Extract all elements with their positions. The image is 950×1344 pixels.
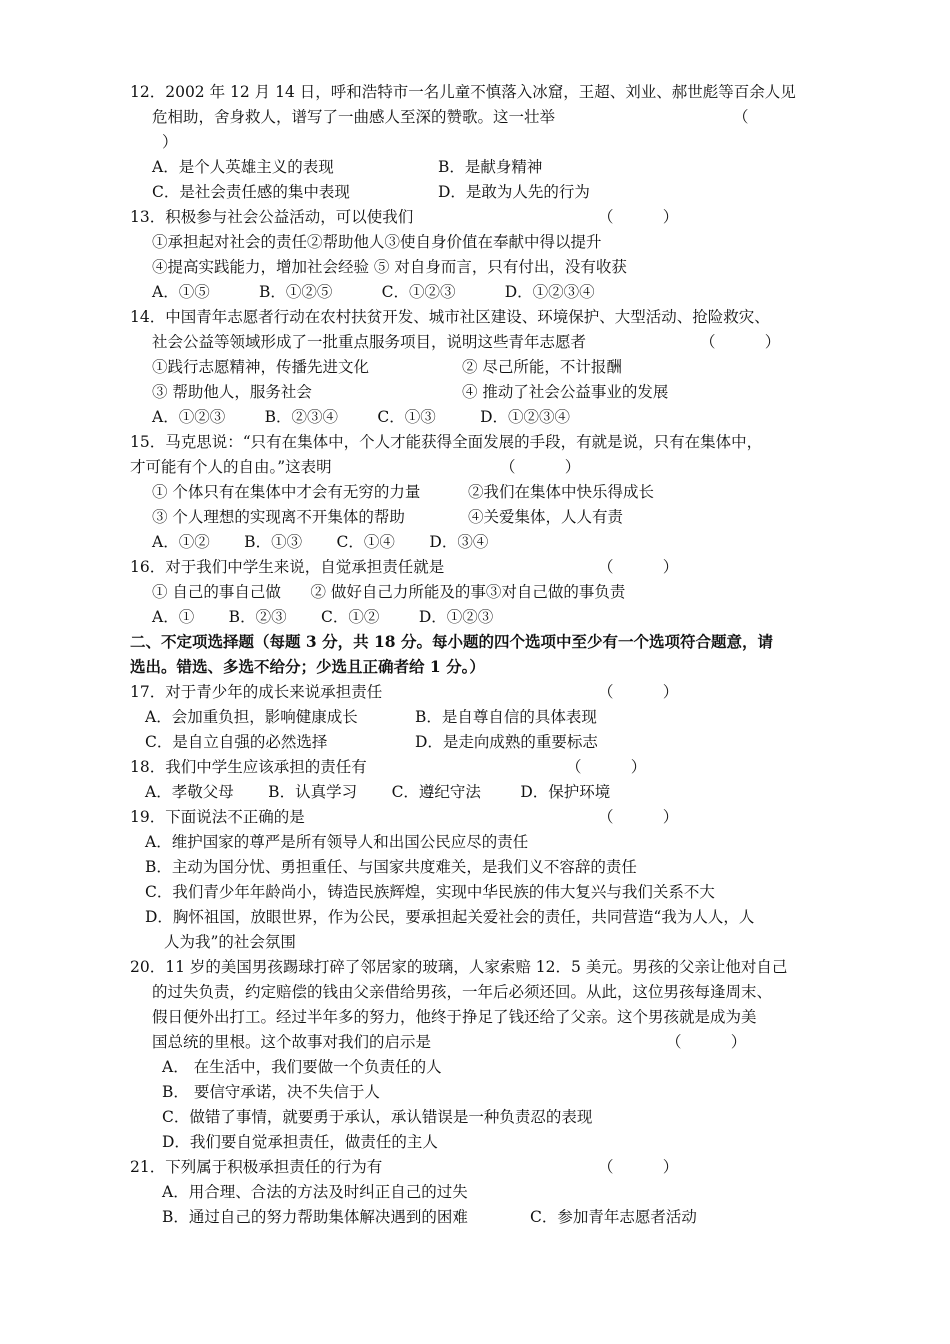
- q20-line1: 20．11 岁的美国男孩踢球打碎了邻居家的玻璃，人家索赔 12．5 美元。男孩的父亲让他对自己: [130, 958, 788, 976]
- q14-line1: 14．中国青年志愿者行动在农村扶贫开发、城市社区建设、环境保护、大型活动、抢险救灾、: [130, 308, 770, 326]
- q20-line3: 假日便外出打工。经过半年多的努力，他终于挣足了钱还给了父亲。这个男孩就是成为美: [152, 1008, 757, 1026]
- section-2-heading-line2: 选出。错选、多选不给分；少选且正确者给 1 分。）: [130, 657, 485, 676]
- q15-line1: 15．马克思说：“只有在集体中，个人才能获得全面发展的手段，有就是说，只有在集体中，: [130, 433, 763, 451]
- q20-option-b: B． 要信守承诺，决不失信于人: [162, 1083, 380, 1101]
- q21-option-a: A．用合理、合法的方法及时纠正自己的过失: [162, 1183, 468, 1201]
- q18-stem: 18．我们中学生应该承担的责任有: [130, 758, 367, 776]
- q20-option-a: A． 在生活中，我们要做一个负责任的人: [162, 1058, 442, 1076]
- q17-option-c: C．是自立自强的必然选择: [145, 733, 328, 751]
- q14-item-2: ② 尽己所能，不计报酬: [462, 358, 622, 376]
- q20-line4: 国总统的里根。这个故事对我们的启示是: [152, 1033, 432, 1051]
- q19-answer-paren: （ ）: [598, 808, 679, 826]
- q19-option-d-line2: 人为我”的社会氛围: [164, 933, 296, 951]
- q14-item-4: ④ 推动了社会公益事业的发展: [462, 383, 669, 401]
- q12-option-d: D．是敢为人先的行为: [438, 183, 590, 201]
- q20-option-d: D．我们要自觉承担责任，做责任的主人: [162, 1133, 438, 1151]
- q13-item-line1: ①承担起对社会的责任②帮助他人③使自身价值在奉献中得以提升: [152, 233, 602, 251]
- q12-option-c: C．是社会责任感的集中表现: [152, 183, 350, 201]
- q21-option-b: B．通过自己的努力帮助集体解决遇到的困难: [162, 1208, 468, 1226]
- q17-option-a: A．会加重负担，影响健康成长: [145, 708, 358, 726]
- q14-options: A．①②③ B．②③④ C．①③ D．①②③④: [152, 408, 571, 426]
- q19-stem: 19．下面说法不正确的是: [130, 808, 305, 826]
- q17-option-d: D．是走向成熟的重要标志: [415, 733, 598, 751]
- q15-item-2: ②我们在集体中快乐得成长: [468, 483, 655, 501]
- q17-stem: 17．对于青少年的成长来说承担责任: [130, 683, 383, 701]
- q12-option-a: A．是个人英雄主义的表现: [152, 158, 334, 176]
- q13-options: A．①⑤ B．①②⑤ C．①②③ D．①②③④: [152, 283, 595, 301]
- q18-answer-paren: （ ）: [566, 758, 647, 776]
- q14-line2: 社会公益等领域形成了一批重点服务项目，说明这些青年志愿者: [152, 333, 587, 351]
- q17-option-b: B．是自尊自信的具体表现: [415, 708, 597, 726]
- q14-item-3: ③ 帮助他人，服务社会: [152, 383, 312, 401]
- q12-option-b: B．是献身精神: [438, 158, 543, 176]
- q21-answer-paren: （ ）: [598, 1158, 679, 1176]
- q15-answer-paren: （ ）: [500, 458, 581, 476]
- q16-options: A．① B．②③ C．①② D．①②③: [152, 608, 494, 626]
- q20-line2: 的过失负责，约定赔偿的钱由父亲借给男孩，一年后必须还回。从此，这位男孩每逢周末、: [152, 983, 773, 1001]
- q14-answer-paren: （ ）: [700, 333, 781, 351]
- q19-option-c: C．我们青少年年龄尚小，铸造民族辉煌，实现中华民族的伟大复兴与我们关系不大: [145, 883, 715, 901]
- q20-option-c: C．做错了事情，就要勇于承认，承认错误是一种负责忍的表现: [162, 1108, 593, 1126]
- q16-answer-paren: （ ）: [598, 558, 679, 576]
- q18-options: A．孝敬父母 B．认真学习 C．遵纪守法 D．保护环境: [145, 783, 611, 801]
- q14-item-1: ①践行志愿精神，传播先进文化: [152, 358, 370, 376]
- q17-answer-paren: （ ）: [598, 683, 679, 701]
- q16-items: ① 自己的事自己做 ② 做好自己力所能及的事③对自己做的事负责: [152, 583, 626, 601]
- q21-option-c: C．参加青年志愿者活动: [530, 1208, 697, 1226]
- q19-option-a: A．维护国家的尊严是所有领导人和出国公民应尽的责任: [145, 833, 529, 851]
- q19-option-b: B．主动为国分忧、勇担重任、与国家共度难关，是我们义不容辞的责任: [145, 858, 637, 876]
- q19-option-d-line1: D．胸怀祖国，放眼世界，作为公民，要承担起关爱社会的责任，共同营造“我为人人，人: [145, 908, 755, 926]
- q15-line2: 才可能有个人的自由。”这表明: [130, 458, 332, 476]
- q12-line2: 危相助，舍身救人，谱写了一曲感人至深的赞歌。这一壮举: [152, 108, 556, 126]
- q21-stem: 21．下列属于积极承担责任的行为有: [130, 1158, 383, 1176]
- q12-paren-open: （: [733, 108, 749, 126]
- q15-options: A．①② B．①③ C．①④ D．③④: [152, 533, 489, 551]
- q15-item-1: ① 个体只有在集体中才会有无穷的力量: [152, 483, 421, 501]
- q12-paren-close: ）: [162, 133, 178, 151]
- q13-stem: 13．积极参与社会公益活动，可以使我们: [130, 208, 414, 226]
- section-2-heading-line1: 二、不定项选择题（每题 3 分，共 18 分。每小题的四个选项中至少有一个选项符合题意，请: [130, 632, 773, 651]
- q12-line1: 12．2002 年 12 月 14 日，呼和浩特市一名儿童不慎落入冰窟，王超、刘业、郝世彪等百余人见: [130, 83, 796, 101]
- q15-item-3: ③ 个人理想的实现离不开集体的帮助: [152, 508, 405, 526]
- q16-stem: 16．对于我们中学生来说，自觉承担责任就是: [130, 558, 445, 576]
- q20-answer-paren: （ ）: [666, 1033, 747, 1051]
- q13-answer-paren: （ ）: [598, 208, 679, 226]
- q13-item-line2: ④提高实践能力，增加社会经验 ⑤ 对自身而言，只有付出，没有收获: [152, 258, 627, 276]
- q15-item-4: ④关爱集体，人人有责: [468, 508, 624, 526]
